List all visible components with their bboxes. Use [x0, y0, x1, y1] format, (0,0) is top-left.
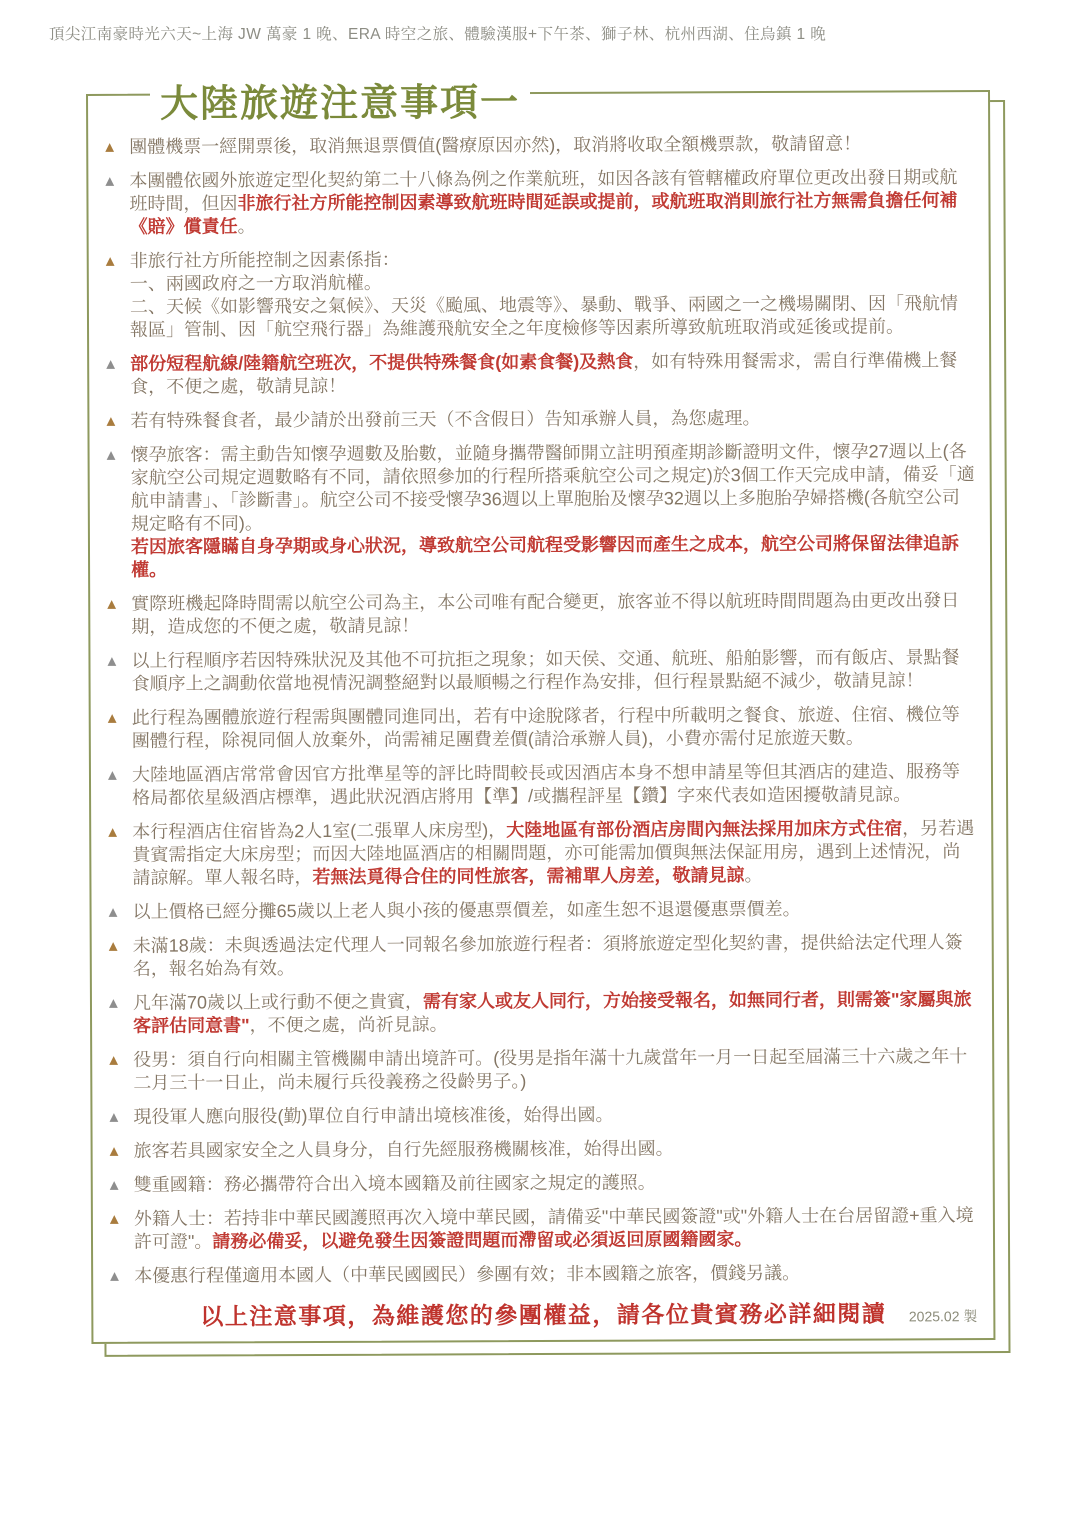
notice-text — [133, 1045, 978, 1095]
notice-text-segment: 本團體依國外旅遊定型化契約第二十八條為例之作業航班，如因各該有管轄權政府單位更改出發日期或航班時間，但因 — [129, 167, 958, 214]
notice-item — [103, 349, 975, 399]
notice-text — [129, 132, 974, 159]
notice-text — [132, 817, 977, 890]
notice-item — [103, 406, 975, 433]
warning-triangle-icon: ▲ — [105, 994, 121, 1012]
notice-text-segment: 旅客若具國家安全之人員身分，自行先經服務機關核准，始得出國。 — [133, 1138, 674, 1161]
notice-text — [134, 1204, 979, 1254]
footer-warning-text: 以上注意事項，為維護您的參團權益，請各位貴賓務必詳細閱讀 — [200, 1300, 887, 1330]
notice-item — [105, 760, 977, 810]
notice-text — [130, 246, 975, 342]
trip-title: 頂尖江南豪時光六天~上海 JW 萬豪 1 晚、ERA 時空之旅、體驗漢服+下午茶、獅子林、杭州西湖、住烏鎮 1 晚 — [49, 26, 827, 43]
warning-triangle-icon: ▲ — [106, 1142, 122, 1160]
notice-sheet — [86, 82, 995, 1344]
notice-text-segment: 外籍人士：若持非中華民國護照再次入境中華民國，請備妥"中華民國簽證"或"外籍人士在台居留證+重入境許可證"。 — [133, 1205, 974, 1252]
warning-triangle-icon: ▲ — [106, 1108, 122, 1126]
notice-text — [134, 1170, 979, 1197]
notice-item — [105, 703, 977, 753]
warning-triangle-icon: ▲ — [107, 1267, 123, 1285]
notice-item — [102, 132, 974, 159]
warning-triangle-icon: ▲ — [102, 252, 118, 270]
sheet-title: 大陸旅遊注意事項一 — [150, 81, 530, 127]
warning-triangle-icon: ▲ — [104, 766, 120, 784]
notice-item — [107, 1261, 979, 1288]
notice-text — [133, 988, 978, 1038]
notice-text-segment: 役男：須自行向相關主管機關申請出境許可。(役男是指年滿十九歲當年一月一日起至屆滿三十六歲之年十二月三十一日止，尚未履行兵役義務之役齡男子。) — [133, 1046, 968, 1093]
warning-triangle-icon: ▲ — [102, 138, 118, 156]
notice-text — [132, 703, 977, 753]
notice-item — [106, 931, 978, 981]
notice-text — [129, 166, 974, 239]
warning-triangle-icon: ▲ — [103, 412, 119, 430]
notice-text-highlight: 需有家人或友人同行，方始接受報名，如無同行者，則需簽"家屬與旅客評估同意書" — [133, 989, 972, 1036]
footer-date: 2025.02 製 — [908, 1308, 978, 1325]
notice-text — [134, 1261, 979, 1288]
notice-text — [130, 406, 975, 433]
notice-item — [104, 440, 977, 582]
notice-text — [131, 646, 976, 696]
notice-text-segment: ，另若遇貴賓需指定大床房型；而因大陸地區酒店的相關問題，亦可能需加價與無法保証用房，遇到上述情況，尚請諒解。單人報名時， — [132, 818, 975, 888]
notice-text — [130, 349, 975, 399]
notice-item — [103, 246, 975, 342]
warning-triangle-icon: ▲ — [104, 652, 120, 670]
notice-text-segment: 現役軍人應向服役(勤)單位自行申請出境核准後，始得出國。 — [133, 1104, 614, 1127]
notice-text-segment: 本行程酒店住宿皆為2人1室(二張單人床房型)， — [132, 820, 507, 842]
footer-row — [105, 1295, 981, 1332]
notice-item — [106, 897, 978, 924]
notice-item — [107, 1204, 979, 1254]
notice-text-segment: 非旅行社方所能控制之因素係指： 一、兩國政府之一方取消航權。 二、天候《如影響飛安之氣候》、天災《颱風、地震等》、暴動、戰爭、兩國之一之機場關閉、因「飛航情報區」管制、因「航空飛行器」為維護飛航安全之年度檢修等因素所導致航班取消或延後或提前。 — [129, 249, 958, 340]
notice-text-segment: ，不便之處，尚祈見諒。 — [249, 1014, 448, 1036]
notice-text-segment: 。 — [744, 865, 763, 886]
notice-list — [100, 132, 981, 1288]
notice-item — [106, 988, 978, 1038]
notice-text-segment: 大陸地區酒店常常會因官方批準星等的評比時間較長或因酒店本身不想申請星等但其酒店的建造、服務等格局都依星級酒店標準，遇此狀況酒店將用【準】/或攜程評星【鑽】字來代表如造困擾敬請見諒。 — [131, 761, 961, 808]
notice-item — [104, 646, 976, 696]
warning-triangle-icon: ▲ — [104, 595, 120, 613]
notice-text-segment: 未滿18歲：未與透過法定代理人一同報名參加旅遊行程者：須將旅遊定型化契約書，提供給法定代理人簽名，報名始為有效。 — [132, 932, 963, 979]
notice-text-segment: 凡年滿70歲以上或行動不便之貴賓， — [132, 991, 424, 1013]
notice-text-segment: 以上價格已經分攤65歲以上老人與小孩的優惠票價差，如產生恕不退還優惠票價差。 — [132, 898, 801, 922]
notice-text-highlight: 大陸地區有部份酒店房間內無法採用加床方式住宿 — [506, 818, 903, 841]
notice-text — [133, 931, 978, 981]
notice-item — [106, 1102, 978, 1129]
warning-triangle-icon: ▲ — [103, 446, 119, 464]
notice-item — [107, 1170, 979, 1197]
notice-text — [133, 897, 978, 924]
notice-item — [107, 1136, 979, 1163]
notice-text-segment: 本優惠行程僅適用本國人（中華民國國民）參團有效；非本國籍之旅客，價錢另議。 — [134, 1262, 801, 1286]
notice-text — [133, 1102, 978, 1129]
notice-item — [106, 1045, 978, 1095]
warning-triangle-icon: ▲ — [106, 1051, 122, 1069]
warning-triangle-icon: ▲ — [106, 1176, 122, 1194]
warning-triangle-icon: ▲ — [104, 709, 120, 727]
notice-item — [104, 589, 976, 639]
warning-triangle-icon: ▲ — [102, 172, 118, 190]
notice-text-highlight: 非旅行社方所能控制因素導致航班時間延誤或提前，或航班取消則旅行社方無需負擔任何補《賠》償責任 — [129, 190, 958, 237]
notice-text — [132, 760, 977, 810]
warning-triangle-icon: ▲ — [103, 355, 119, 373]
notice-text-segment: ，如有特殊用餐需求，需自行準備機上餐食，不便之處，敬請見諒！ — [130, 350, 958, 397]
notice-text — [134, 1136, 979, 1163]
notice-item — [102, 166, 974, 239]
warning-triangle-icon: ▲ — [105, 903, 121, 921]
notice-text-segment: 雙重國籍：務必攜帶符合出入境本國籍及前往國家之規定的護照。 — [133, 1172, 656, 1195]
notice-text — [131, 589, 976, 639]
warning-triangle-icon: ▲ — [105, 823, 121, 841]
notice-text-segment: 懷孕旅客：需主動告知懷孕週數及胎數，並隨身攜帶醫師開立註明預產期診斷證明文件，懷孕27週以上(各家航空公司規定週數略有不同，請依照參加的行程所搭乘航空公司之規定)於3個工作天完成申請，備妥「適航申請書」、「診斷書」。航空公司不接受懷孕36週以上單胞胎及懷孕32週以上多胞胎孕婦搭機(各航空公司規定略有不同)。 — [130, 441, 975, 534]
notice-text-segment: 以上行程順序若因特殊狀況及其他不可抗拒之現象；如天侯、交通、航班、船舶影響，而有飯店、景點餐食順序上之調動依當地視情況調整絕對以最順暢之行程作為安排，但行程景點絕不減少，敬請見諒！ — [131, 647, 960, 694]
warning-triangle-icon: ▲ — [105, 937, 121, 955]
notice-text — [131, 440, 977, 582]
notice-text-segment: 若有特殊餐食者，最少請於出發前三天（不含假日）告知承辦人員，為您處理。 — [130, 408, 761, 431]
warning-triangle-icon: ▲ — [106, 1210, 122, 1228]
notice-text-segment: 此行程為團體旅遊行程需與團體同進同出，若有中途脫隊者，行程中所載明之餐食、旅遊、住宿、機位等團體行程，除視同個人放棄外，尚需補足團費差價(請洽承辦人員)，小費亦需付足旅遊天數。 — [131, 704, 960, 751]
notice-item — [105, 817, 977, 890]
notice-text-segment: 。 — [237, 216, 256, 237]
notice-text-segment: 團體機票一經開票後，取消無退票價值(醫療原因亦然)，取消將收取全額機票款，敬請留意！ — [129, 133, 862, 157]
notice-sheet-wrap — [86, 82, 995, 1344]
notice-text-highlight: 請務必備妥，以避免發生因簽證問題而滯留或必須返回原國籍國家。 — [212, 1229, 753, 1252]
notice-text-highlight: 部份短程航線/陸籍航空班次，不提供特殊餐食(如素食餐)及熱食 — [130, 351, 634, 374]
notice-text-segment: 實際班機起降時間需以航空公司為主，本公司唯有配合變更，旅客並不得以航班時間問題為由更改出發日期，造成您的不便之處，敬請見諒！ — [131, 590, 960, 637]
notice-text-highlight: 若無法覓得合住的同性旅客，需補單人房差，敬請見諒 — [312, 865, 745, 887]
notice-text-highlight: 若因旅客隱瞞自身孕期或身心狀況，導致航空公司航程受影響因而產生之成本，航空公司將保留法律追訴權。 — [130, 533, 960, 580]
